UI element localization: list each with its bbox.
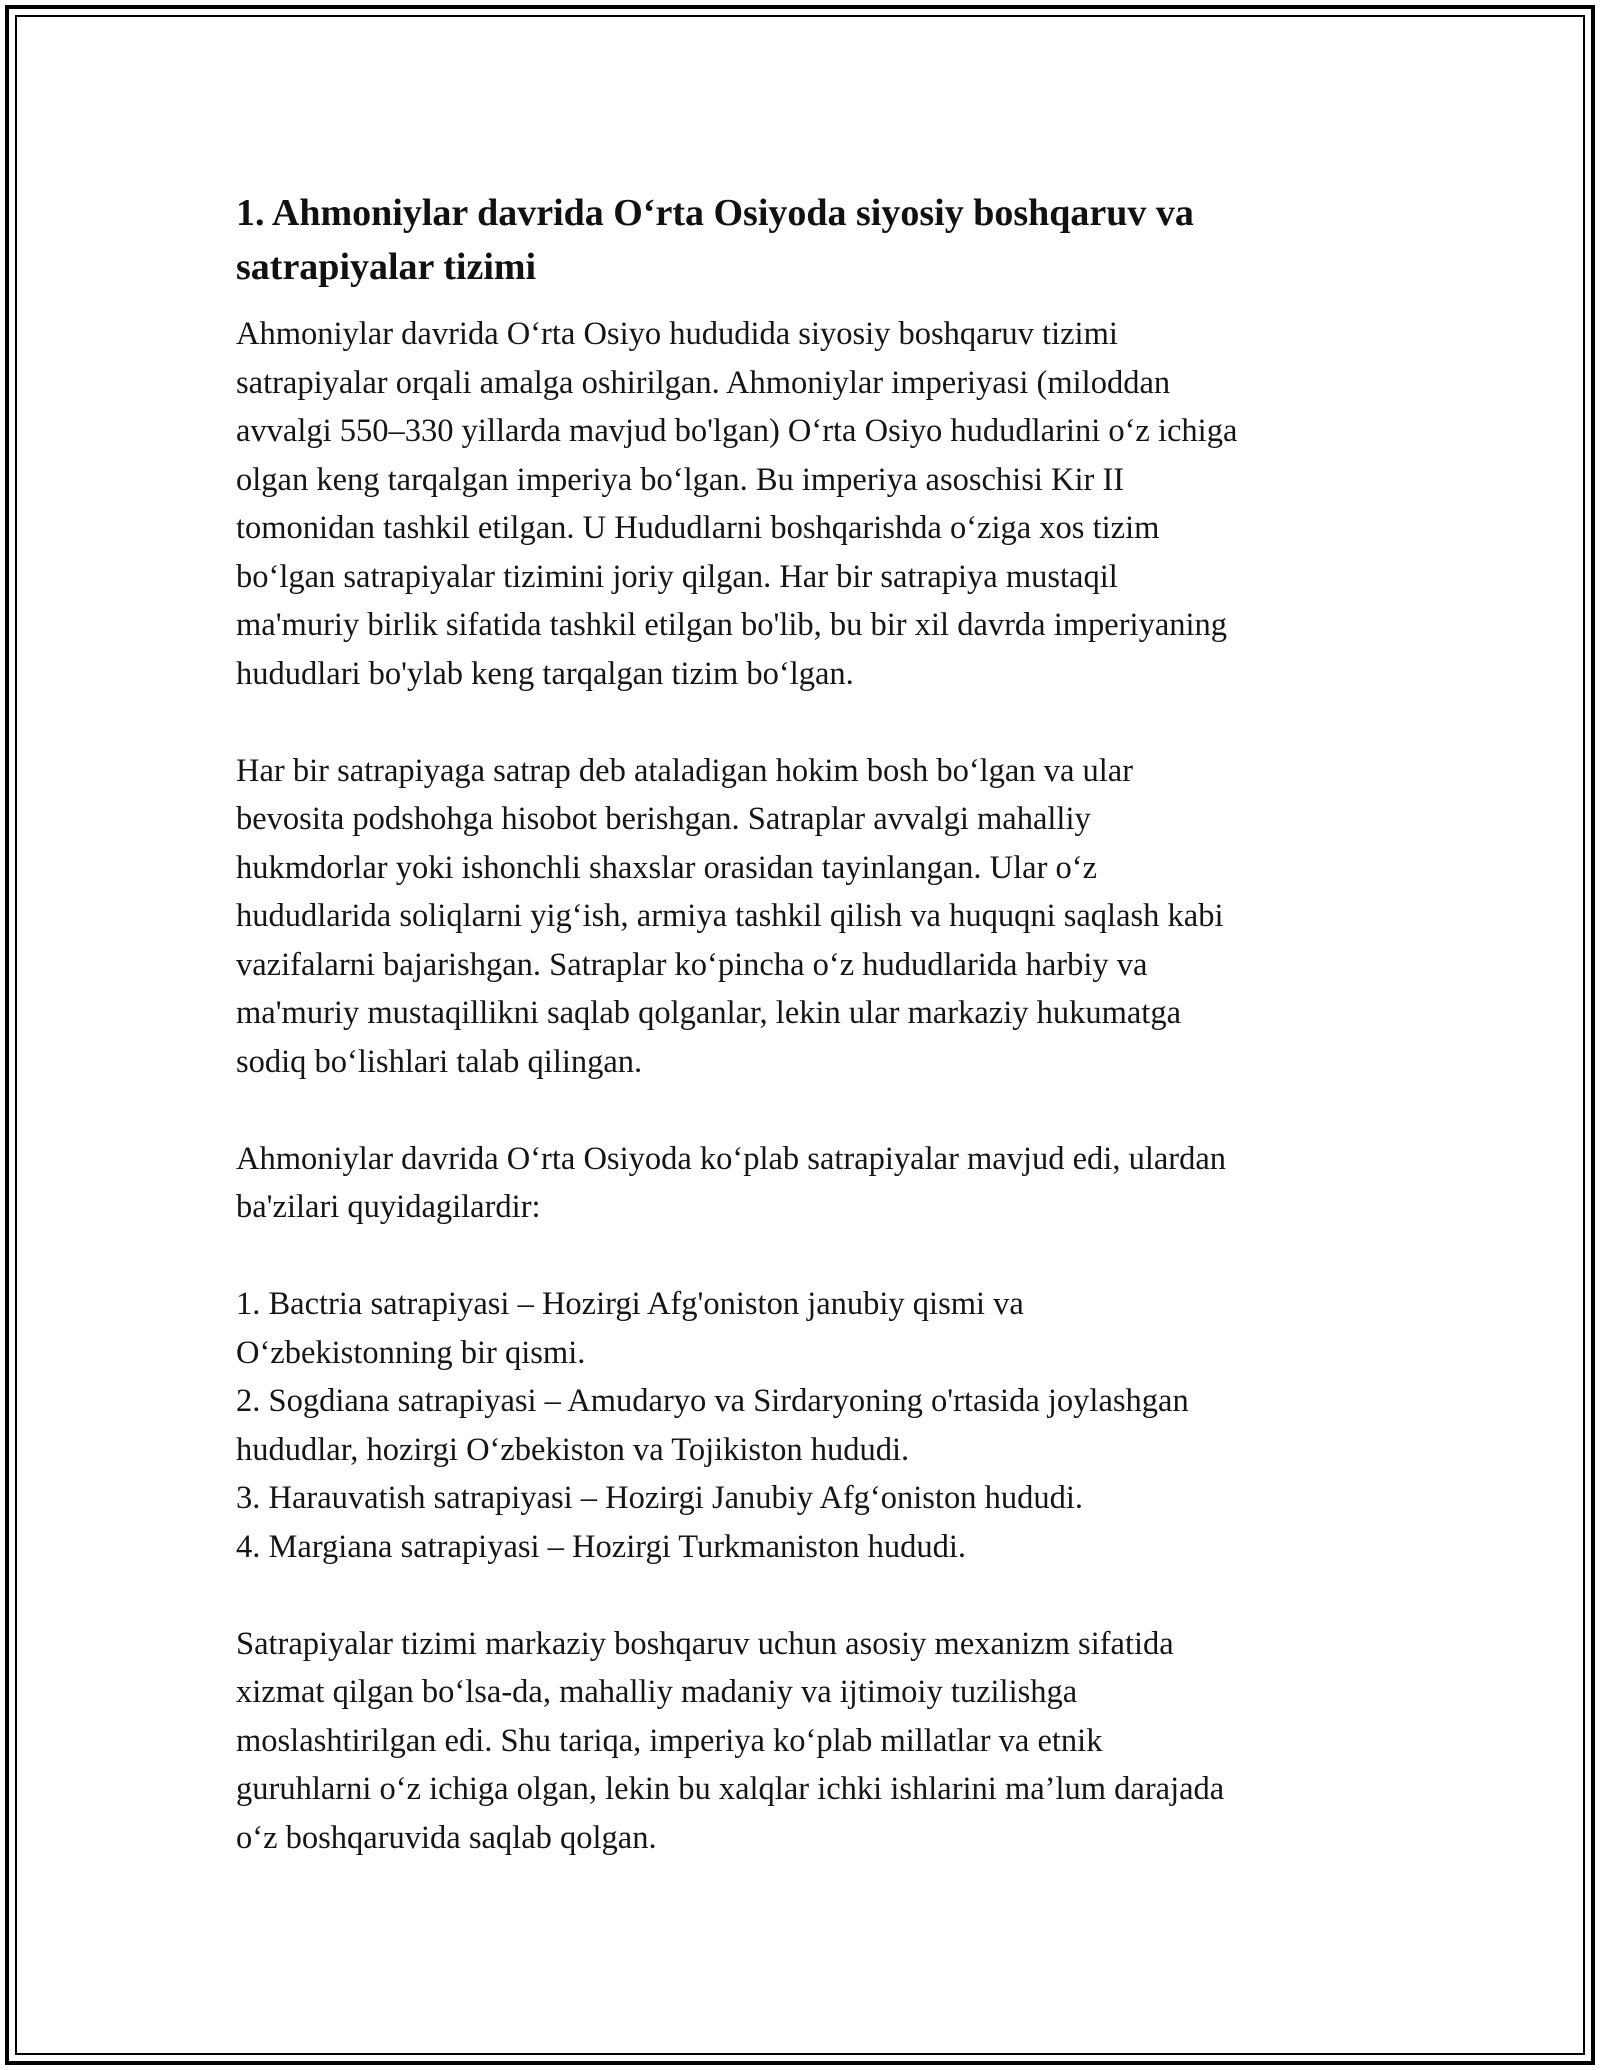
document-body xyxy=(236,186,1376,1862)
paragraph-spacer xyxy=(236,1571,1376,1620)
paragraph-spacer xyxy=(236,1086,1376,1135)
paragraph-spacer xyxy=(236,698,1376,747)
paragraph-satraps: Har bir satrapiyaga satrap deb ataladigan hokim bosh bo‘lgan va ular bevosita podshohga hisobot berishgan. Satraplar avvalgi mahalliy hukmdorlar yoki ishonchli shaxslar orasidan tayinlangan. Ular o‘z hududlarida soliqlarni yig‘ish, armiya tashkil qilish va huquqni saqlash kabi vazifalarni bajarishgan. Satraplar ko‘pincha o‘z hududlarida harbiy va ma'muriy mustaqillikni saqlab qolganlar, lekin ular markaziy hukumatga sodiq bo‘lishlari talab qilingan. xyxy=(236,752,1224,1080)
paragraph-intro: Ahmoniylar davrida O‘rta Osiyo hududida siyosiy boshqaruv tizimi satrapiyalar orqali amalga oshirilgan. Ahmoniylar imperiyasi (miloddan avvalgi 550–330 yillarda mavjud bo'lgan) O‘rta Osiyo hududlarini o‘z ichiga olgan keng tarqalgan imperiya bo‘lgan. Bu imperiya asoschisi Kir II tomonidan tashkil etilgan. U Hududlarni boshqarishda o‘ziga xos tizim bo‘lgan satrapiyalar tizimini joriy qilgan. Har bir satrapiya mustaqil ma'muriy birlik sifatida tashkil etilgan bo'lib, bu bir xil davrda imperiyaning hududlari bo'ylab keng tarqalgan tizim bo‘lgan. xyxy=(236,316,1238,692)
satrapy-list: 1. Bactria satrapiyasi – Hozirgi Afg'oniston janubiy qismi va O‘zbekistonning bir qismi. 2. Sogdiana satrapiyasi – Amudaryo va Sirdaryoning o'rtasida joylashgan hududlar, hozirgi O‘zbekiston va Tojikiston hududi. 3. Harauvatish satrapiyasi – Hozirgi Janubiy Afg‘oniston hududi. 4. Margiana satrapiyasi – Hozirgi Turkmaniston hududi. xyxy=(236,1286,1189,1565)
paragraph-spacer xyxy=(236,1232,1376,1281)
paragraph-list-intro: Ahmoniylar davrida O‘rta Osiyoda ko‘plab satrapiyalar mavjud edi, ulardan ba'zilari quyidagilardir: xyxy=(236,1140,1227,1225)
document-title: 1. Ahmoniylar davrida O‘rta Osiyoda siyosiy boshqaruv va satrapiyalar tizimi xyxy=(236,192,1194,288)
paragraph-conclusion: Satrapiyalar tizimi markaziy boshqaruv uchun asosiy mexanizm sifatida xizmat qilgan bo‘lsa-da, mahalliy madaniy va ijtimoiy tuzilishga moslashtirilgan edi. Shu tariqa, imperiya ko‘plab millatlar va etnik guruhlarni o‘z ichiga olgan, lekin bu xalqlar ichki ishlarini ma’lum darajada o‘z boshqaruvida saqlab qolgan. xyxy=(236,1625,1225,1856)
